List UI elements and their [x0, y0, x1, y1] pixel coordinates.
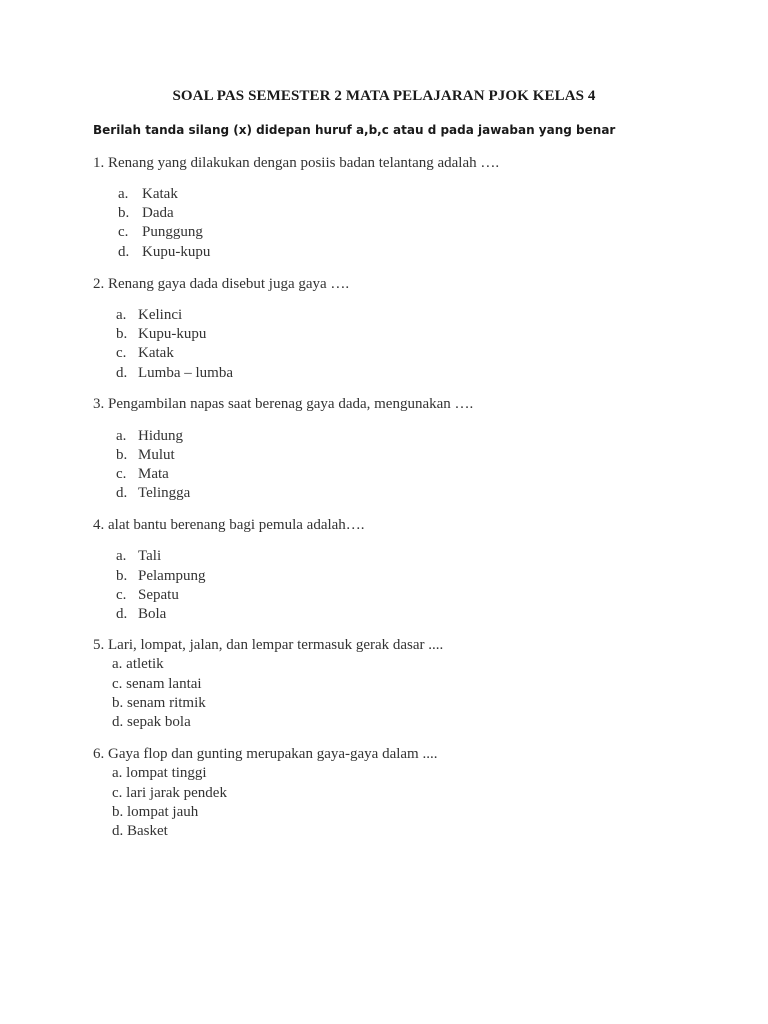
option-text: Kupu-kupu	[142, 244, 211, 260]
option-text: Katak	[142, 186, 178, 202]
option-text: Bola	[138, 606, 167, 622]
option-text: Pelampung	[138, 568, 206, 584]
option-letter: c.	[112, 676, 123, 692]
option-text: Basket	[127, 823, 168, 839]
option-letter: b.	[116, 447, 128, 463]
option-text: senam ritmik	[127, 695, 206, 711]
option-text: Kupu-kupu	[138, 326, 207, 342]
question-3-option-c	[116, 465, 169, 484]
option-text: lari jarak pendek	[126, 785, 227, 801]
option-letter: d.	[118, 244, 130, 260]
option-text: Hidung	[138, 428, 183, 444]
option-text: Sepatu	[138, 587, 179, 603]
question-4-option-b	[116, 567, 206, 586]
question-5-option-c	[112, 675, 202, 694]
option-letter: c.	[116, 587, 127, 603]
question-1: 1. Renang yang dilakukan dengan posiis badan telantang adalah ….	[93, 155, 500, 171]
option-letter: d.	[112, 714, 124, 730]
question-5-option-a	[112, 655, 164, 674]
option-text: lompat tinggi	[126, 765, 207, 781]
question-2-option-a	[116, 306, 182, 325]
option-letter: a.	[112, 765, 123, 781]
option-letter: d.	[112, 823, 124, 839]
option-letter: d.	[116, 485, 128, 501]
option-text: Dada	[142, 205, 174, 221]
option-text: senam lantai	[126, 676, 202, 692]
option-text: lompat jauh	[127, 804, 199, 820]
question-2-option-b	[116, 325, 206, 344]
instruction-text: Berilah tanda silang (x) didepan huruf a,b,c atau d pada jawaban yang benar	[93, 123, 616, 137]
option-letter: a.	[116, 428, 127, 444]
option-letter: b.	[116, 326, 128, 342]
question-2-option-d	[116, 364, 233, 383]
question-6: 6. Gaya flop dan gunting merupakan gaya-gaya dalam ....	[93, 746, 438, 762]
option-letter: a.	[112, 656, 123, 672]
question-1-option-d	[118, 243, 210, 262]
option-text: Mulut	[138, 447, 175, 463]
option-text: Mata	[138, 466, 169, 482]
question-4-option-c	[116, 586, 179, 605]
question-6-option-a	[112, 764, 207, 783]
question-5-option-b	[112, 694, 206, 713]
question-5: 5. Lari, lompat, jalan, dan lempar termasuk gerak dasar ....	[93, 637, 444, 653]
question-3-option-d	[116, 484, 190, 503]
option-letter: a.	[118, 186, 129, 202]
page-title: SOAL PAS SEMESTER 2 MATA PELAJARAN PJOK KELAS 4	[172, 88, 596, 104]
option-letter: b.	[116, 568, 128, 584]
question-1-option-b	[118, 204, 174, 223]
option-letter: d.	[116, 365, 128, 381]
option-text: Tali	[138, 548, 162, 564]
option-letter: b.	[112, 804, 124, 820]
option-text: Punggung	[142, 224, 203, 240]
question-6-option-d	[112, 822, 168, 841]
question-1-option-c	[118, 223, 203, 242]
option-letter: b.	[112, 695, 124, 711]
option-text: Katak	[138, 345, 174, 361]
option-text: Telingga	[138, 485, 191, 501]
question-4-option-d	[116, 605, 166, 624]
question-2: 2. Renang gaya dada disebut juga gaya ….	[93, 276, 350, 292]
option-text: Lumba – lumba	[138, 365, 233, 381]
option-letter: a.	[116, 307, 127, 323]
question-3-option-b	[116, 446, 175, 465]
question-6-option-b	[112, 803, 198, 822]
question-2-option-c	[116, 344, 174, 363]
option-letter: d.	[116, 606, 128, 622]
option-letter: c.	[112, 785, 123, 801]
option-letter: b.	[118, 205, 130, 221]
option-letter: c.	[116, 466, 127, 482]
option-letter: c.	[118, 224, 129, 240]
option-letter: c.	[116, 345, 127, 361]
question-5-option-d	[112, 713, 191, 732]
question-1-option-a	[118, 185, 178, 204]
option-text: Kelinci	[138, 307, 183, 323]
question-4: 4. alat bantu berenang bagi pemula adalah….	[93, 517, 365, 533]
question-4-option-a	[116, 547, 161, 566]
option-text: atletik	[126, 656, 164, 672]
question-3-option-a	[116, 427, 183, 446]
question-3: 3. Pengambilan napas saat berenag gaya dada, mengunakan ….	[93, 396, 474, 412]
question-6-option-c	[112, 784, 227, 803]
option-letter: a.	[116, 548, 127, 564]
option-text: sepak bola	[127, 714, 191, 730]
